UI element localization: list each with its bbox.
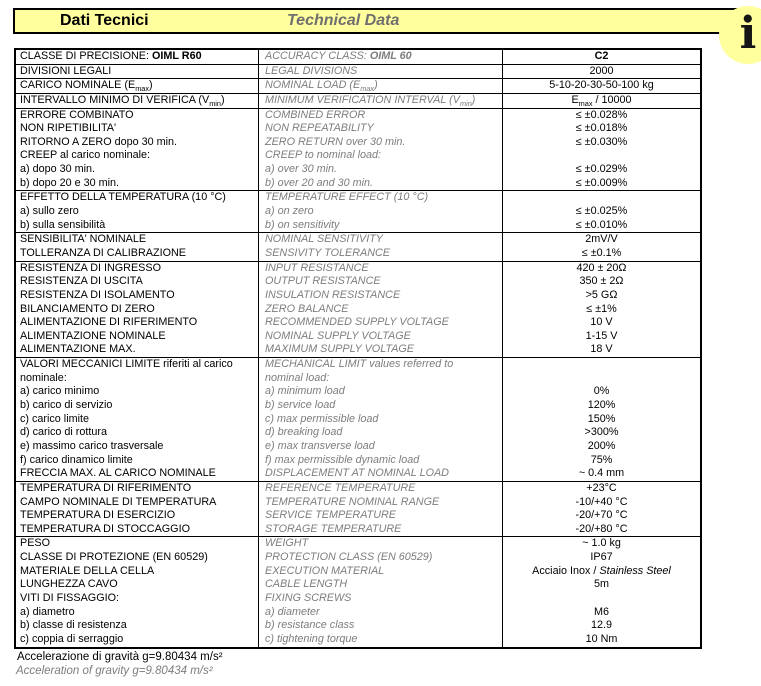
cell-label-english: COMBINED ERROR [258,109,502,123]
cell-label-english: MAXIMUM SUPPLY VOLTAGE [258,343,502,357]
table-row [16,440,700,454]
cell-value: ≤ ±1% [502,303,700,317]
cell-value: M6 [502,606,700,620]
cell-label-english: DISPLACEMENT AT NOMINAL LOAD [258,467,502,481]
table-row [16,496,700,510]
table-row [16,578,700,592]
technical-data-table [14,48,702,649]
cell-value: ≤ ±0.1% [502,247,700,261]
table-row [16,262,700,276]
cell-label-english: CABLE LENGTH [258,578,502,592]
cell-value: ≤ ±0.009% [502,177,700,191]
section-title-english: Technical Data [287,12,400,29]
cell-value: 5m [502,578,700,592]
cell-label-italian: f) carico dinamico limite [20,453,133,466]
cell-label-english: NOMINAL SENSITIVITY [258,233,502,247]
table-row [16,372,700,386]
cell-value [502,191,700,205]
cell-value: 2000 [502,65,700,79]
cell-value: ≤ ±0.030% [502,136,700,150]
cell-label-english: INPUT RESISTANCE [258,262,502,276]
cell-label-english: b) on sensitivity [258,219,502,233]
table-row [16,482,700,496]
cell-label-english: nominal load: [258,372,502,386]
table-row [16,136,700,150]
cell-label-english: FIXING SCREWS [258,592,502,606]
cell-value: Acciaio Inox / Stainless Steel [502,565,700,579]
table-row [16,94,700,108]
cell-value: 10 V [502,316,700,330]
cell-label-english: INSULATION RESISTANCE [258,289,502,303]
cell-value: 420 ± 20Ω [502,262,700,276]
table-block [16,79,700,94]
cell-label-english: a) over 30 min. [258,163,502,177]
cell-label-english: ZERO BALANCE [258,303,502,317]
cell-value: 10 Nm [502,633,700,647]
cell-label-english: NOMINAL LOAD $(E_{max})$ [258,79,502,93]
cell-value: 120% [502,399,700,413]
cell-label-italian: b) carico di servizio [20,399,113,412]
table-row [16,509,700,523]
cell-label-italian: ALIMENTAZIONE DI RIFERIMENTO [20,316,198,329]
cell-label-italian: c) carico limite [20,412,89,425]
cell-label-english: TEMPERATURE EFFECT (10 °C) [258,191,502,205]
cell-label-italian: e) massimo carico trasversale [20,439,164,452]
cell-label-english: MINIMUM VERIFICATION INTERVAL $(V_{min})$ [258,94,502,108]
cell-label-italian: a) diametro [20,605,75,618]
cell-label-italian: a) carico minimo [20,385,100,398]
cell-label-italian: NON RIPETIBILITA' [20,122,117,135]
cell-value: $E_{max} / 10000$ [502,94,700,108]
info-icon-glyph: i [739,8,757,59]
table-row [16,523,700,537]
table-row [16,537,700,551]
cell-label-italian: a) dopo 30 min. [20,163,96,176]
cell-label-english: ZERO RETURN over 30 min. [258,136,502,150]
cell-label-italian: LUNGHEZZA CAVO [20,578,118,591]
cell-value: IP67 [502,551,700,565]
cell-label-italian: BILANCIAMENTO DI ZERO [20,302,155,315]
table-row [16,275,700,289]
cell-label-english: b) service load [258,399,502,413]
cell-label-italian: TEMPERATURA DI ESERCIZIO [20,509,176,522]
cell-label-english: SENSIVITY TOLERANCE [258,247,502,261]
cell-label-italian: INTERVALLO MINIMO DI VERIFICA $(V_{min})$ [20,93,225,108]
table-row [16,205,700,219]
cell-label-italian: ERRORE COMBINATO [20,108,134,121]
cell-value: >300% [502,426,700,440]
cell-label-italian: PESO [20,537,51,550]
cell-label-english: EXECUTION MATERIAL [258,565,502,579]
cell-value: 0% [502,385,700,399]
cell-label-english: STORAGE TEMPERATURE [258,523,502,537]
table-row [16,413,700,427]
cell-value: >5 GΩ [502,289,700,303]
cell-label-italian: FRECCIA MAX. AL CARICO NOMINALE [20,467,216,480]
table-row [16,385,700,399]
table-row [16,149,700,163]
cell-label-english: OUTPUT RESISTANCE [258,275,502,289]
table-row [16,50,700,64]
cell-label-english: f) max permissible dynamic load [258,454,502,468]
cell-value: 350 ± 2Ω [502,275,700,289]
cell-value: ~ 0.4 mm [502,467,700,481]
table-row [16,122,700,136]
cell-value: ≤ ±0.010% [502,219,700,233]
cell-value: -20/+70 °C [502,509,700,523]
table-block [16,233,700,261]
table-block [16,65,700,80]
cell-label-english: NOMINAL SUPPLY VOLTAGE [258,330,502,344]
cell-label-italian: MATERIALE DELLA CELLA [20,564,155,577]
cell-label-italian: c) coppia di serraggio [20,632,124,645]
cell-label-italian: d) carico di rottura [20,426,108,439]
cell-label-italian: b) sulla sensibilità [20,218,106,231]
cell-label-english: WEIGHT [258,537,502,551]
table-row [16,177,700,191]
cell-label-italian: CARICO NOMINALE $(E_{max})$ [20,79,153,93]
cell-label-italian: RESISTENZA DI INGRESSO [20,261,161,274]
table-row [16,233,700,247]
table-row [16,399,700,413]
table-row [16,330,700,344]
table-block [16,358,700,482]
table-row [16,358,700,372]
cell-value: 2mV/V [502,233,700,247]
cell-label-english: c) max permissible load [258,413,502,427]
cell-label-italian: RITORNO A ZERO dopo 30 min. [20,135,178,148]
table-block [16,191,700,233]
cell-label-english: RECOMMENDED SUPPLY VOLTAGE [258,316,502,330]
table-block [16,537,700,646]
cell-value: -10/+40 °C [502,496,700,510]
cell-label-english: e) max transverse load [258,440,502,454]
table-row [16,247,700,261]
cell-value: -20/+80 °C [502,523,700,537]
cell-label-italian: a) sullo zero [20,205,79,218]
cell-value: ~ 1.0 kg [502,537,700,551]
cell-label-italian: CAMPO NOMINALE DI TEMPERATURA [20,495,217,508]
cell-label-italian: RESISTENZA DI USCITA [20,275,143,288]
cell-label-italian: CREEP al carico nominale: [20,149,151,162]
cell-label-italian: CLASSE DI PRECISIONE: OIML R60 [20,50,202,62]
table-row [16,565,700,579]
table-row [16,163,700,177]
cell-label-english: MECHANICAL LIMIT values referred to [258,358,502,372]
table-row [16,303,700,317]
cell-label-italian: VALORI MECCANICI LIMITE riferiti al carico [20,358,233,371]
cell-label-italian: nominale: [20,371,67,384]
cell-label-italian: b) classe di resistenza [20,619,127,632]
section-header-bar [13,8,743,34]
cell-value: C2 [502,50,700,64]
cell-label-italian: DIVISIONI LEGALI [20,64,112,77]
cell-label-english: REFERENCE TEMPERATURE [258,482,502,496]
table-row [16,343,700,357]
cell-value: ≤ ±0.018% [502,122,700,136]
table-row [16,191,700,205]
cell-label-english: NON REPEATABILITY [258,122,502,136]
table-block [16,109,700,192]
cell-label-italian: EFFETTO DELLA TEMPERATURA (10 °C) [20,191,226,204]
cell-value: 5-10-20-30-50-100 kg [502,79,700,93]
table-row [16,551,700,565]
cell-value [502,372,700,386]
cell-label-italian: ALIMENTAZIONE MAX. [20,343,136,356]
table-row [16,316,700,330]
table-row [16,109,700,123]
table-block [16,262,700,358]
cell-value: 12.9 [502,619,700,633]
table-row [16,65,700,79]
cell-label-english: PROTECTION CLASS (EN 60529) [258,551,502,565]
table-row [16,619,700,633]
table-row [16,467,700,481]
cell-value [502,149,700,163]
cell-label-english: ACCURACY CLASS: OIML 60 [258,50,502,64]
gravity-note-english: Acceleration of gravity g=9.80434 m/s² [16,665,213,677]
cell-value: 18 V [502,343,700,357]
cell-label-italian: b) dopo 20 e 30 min. [20,176,120,189]
cell-value: 150% [502,413,700,427]
table-row [16,219,700,233]
cell-label-italian: TEMPERATURA DI RIFERIMENTO [20,481,192,494]
cell-label-english: c) tightening torque [258,633,502,647]
table-row [16,592,700,606]
cell-value: +23°C [502,482,700,496]
cell-label-italian: VITI DI FISSAGGIO: [20,591,119,604]
cell-label-italian: ALIMENTAZIONE NOMINALE [20,329,166,342]
cell-label-italian: TOLLERANZA DI CALIBRAZIONE [20,246,186,259]
table-row [16,606,700,620]
cell-label-english: d) breaking load [258,426,502,440]
info-icon [719,6,761,64]
cell-value: 75% [502,454,700,468]
cell-label-english: a) on zero [258,205,502,219]
cell-value: ≤ ±0.029% [502,163,700,177]
table-block [16,94,700,109]
cell-value [502,358,700,372]
cell-label-english: a) minimum load [258,385,502,399]
table-block [16,50,700,65]
cell-value: ≤ ±0.028% [502,109,700,123]
cell-label-english: CREEP to nominal load: [258,149,502,163]
cell-label-italian: TEMPERATURA DI STOCCAGGIO [20,522,190,535]
cell-label-english: b) resistance class [258,619,502,633]
cell-label-english: LEGAL DIVISIONS [258,65,502,79]
cell-value: ≤ ±0.025% [502,205,700,219]
cell-label-italian: CLASSE DI PROTEZIONE (EN 60529) [20,551,208,564]
cell-label-english: b) over 20 and 30 min. [258,177,502,191]
cell-value: 1-15 V [502,330,700,344]
section-title-italian: Dati Tecnici [60,12,149,29]
cell-label-english: a) diameter [258,606,502,620]
cell-label-english: TEMPERATURE NOMINAL RANGE [258,496,502,510]
table-row [16,426,700,440]
table-row [16,454,700,468]
cell-label-english: SERVICE TEMPERATURE [258,509,502,523]
cell-value [502,592,700,606]
cell-label-italian: RESISTENZA DI ISOLAMENTO [20,288,175,301]
gravity-note-italian: Accelerazione di gravità g=9.80434 m/s² [17,651,223,663]
cell-value: 200% [502,440,700,454]
table-block [16,482,700,538]
table-row [16,289,700,303]
cell-label-italian: SENSIBILITA' NOMINALE [20,233,147,246]
table-row [16,633,700,647]
table-row [16,79,700,93]
